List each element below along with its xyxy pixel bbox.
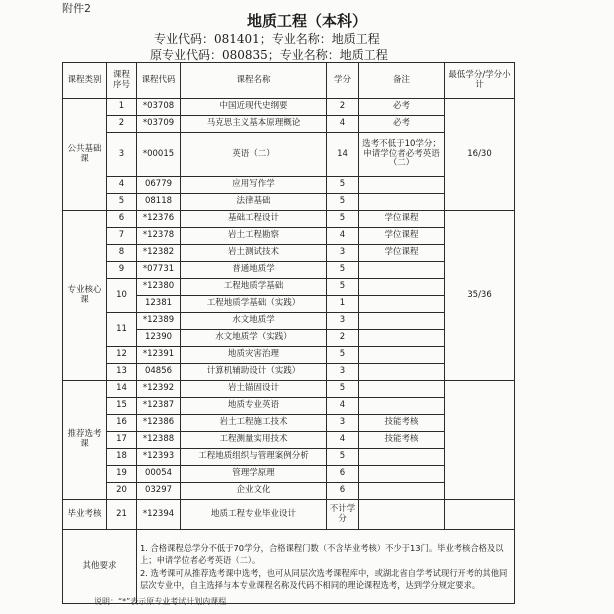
course-code: 08118 (137, 194, 181, 211)
course-name: 地质工程专业毕业设计 (181, 500, 327, 530)
course-credit: 2 (327, 99, 359, 116)
course-credit: 6 (327, 483, 359, 500)
course-seq: 5 (107, 194, 137, 211)
course-name: 地质专业英语 (181, 398, 327, 415)
course-remark (359, 330, 445, 347)
course-credit: 2 (327, 330, 359, 347)
course-credit: 3 (327, 245, 359, 262)
table-row (63, 211, 515, 228)
course-code: *12394 (137, 500, 181, 530)
course-code: *12393 (137, 449, 181, 466)
course-remark (359, 398, 445, 415)
course-name: 工程地质组织与管理案例分析 (181, 449, 327, 466)
course-seq: 1 (107, 99, 137, 116)
course-credit: 4 (327, 398, 359, 415)
header-min-credit: 最低学分/学分小计 (445, 63, 515, 99)
course-code: *12387 (137, 398, 181, 415)
header-code: 课程代码 (137, 63, 181, 99)
page-title: 地质工程（本科） (246, 12, 367, 30)
course-remark (359, 364, 445, 381)
other-requirements-row (63, 530, 515, 604)
course-code: *12378 (137, 228, 181, 245)
attachment-label: 附件2 (62, 2, 91, 15)
course-name: 岩土工程施工技术 (181, 415, 327, 432)
course-name: 英语（二） (181, 133, 327, 177)
course-seq: 18 (107, 449, 137, 466)
course-name: 水文地质学（实践） (181, 330, 327, 347)
course-name: 企业文化 (181, 483, 327, 500)
course-code: *12392 (137, 381, 181, 398)
course-name: 岩土锚固设计 (181, 381, 327, 398)
course-seq: 19 (107, 466, 137, 483)
course-code: *12389 (137, 313, 181, 330)
course-credit: 5 (327, 211, 359, 228)
course-name: 工程地质学基础 (181, 279, 327, 296)
course-credit: 不计学分 (327, 500, 359, 530)
course-code: *12376 (137, 211, 181, 228)
course-code: *12382 (137, 245, 181, 262)
course-remark: 技能考核 (359, 432, 445, 449)
table-row (63, 99, 515, 116)
header-name: 课程名称 (181, 63, 327, 99)
other-requirements-label: 其他要求 (63, 530, 137, 604)
header-remark: 备注 (359, 63, 445, 99)
course-remark: 选考不低于10学分；申请学位者必考英语（二） (359, 133, 445, 177)
course-remark (359, 466, 445, 483)
course-code: 04856 (137, 364, 181, 381)
course-credit: 3 (327, 313, 359, 330)
course-credit: 5 (327, 279, 359, 296)
course-remark: 学位课程 (359, 245, 445, 262)
course-name: 应用写作学 (181, 177, 327, 194)
requirement-item: 2. 选考课可从推荐选考课中选考，也可从同层次选考课程库中，或湖北省自学考试现行开考的其他同层次专业中，自主选择与本专业课程名称及代码不相同的理论课程选考，达到学分规定要求。 (140, 567, 508, 590)
course-name: 法律基础 (181, 194, 327, 211)
course-seq: 6 (107, 211, 137, 228)
course-name: 基础工程设计 (181, 211, 327, 228)
course-table (62, 62, 515, 604)
footnote: 说明：“*”表示原专业考试计划内课程 (94, 597, 227, 606)
group-category: 公共基础课 (63, 99, 107, 211)
course-seq: 4 (107, 177, 137, 194)
course-remark (359, 296, 445, 313)
course-code: *03709 (137, 116, 181, 133)
course-seq: 3 (107, 133, 137, 177)
course-credit: 4 (327, 228, 359, 245)
course-name: 工程测量实用技术 (181, 432, 327, 449)
course-seq: 7 (107, 228, 137, 245)
group-subtotal (445, 500, 515, 530)
course-seq: 8 (107, 245, 137, 262)
group-subtotal: 16/30 (445, 99, 515, 211)
course-remark (359, 194, 445, 211)
course-credit: 5 (327, 262, 359, 279)
course-remark (359, 500, 445, 530)
course-code: 12390 (137, 330, 181, 347)
table-header-row (63, 63, 515, 99)
course-seq: 10 (107, 279, 137, 313)
requirement-item: 1. 合格课程总学分不低于70学分，合格课程门数（不含毕业考核）不少于13门。毕业考核合格及以上；申请学位者必考英语（二）。 (140, 543, 504, 566)
course-remark: 必考 (359, 99, 445, 116)
course-seq: 21 (107, 500, 137, 530)
course-remark (359, 313, 445, 330)
course-remark (359, 483, 445, 500)
course-seq: 9 (107, 262, 137, 279)
course-remark (359, 381, 445, 398)
course-credit: 5 (327, 177, 359, 194)
course-remark (359, 279, 445, 296)
course-code: 00054 (137, 466, 181, 483)
header-seq: 课程序号 (107, 63, 137, 99)
group-category: 毕业考核 (63, 500, 107, 530)
course-name: 水文地质学 (181, 313, 327, 330)
course-credit: 3 (327, 415, 359, 432)
course-name: 地质灾害治理 (181, 347, 327, 364)
course-credit: 14 (327, 133, 359, 177)
course-credit: 1 (327, 296, 359, 313)
table-row (63, 381, 515, 398)
course-name: 岩土工程勘察 (181, 228, 327, 245)
course-name: 马克思主义基本原理概论 (181, 116, 327, 133)
course-code: *00015 (137, 133, 181, 177)
course-seq: 12 (107, 347, 137, 364)
course-code: *12380 (137, 279, 181, 296)
header-credit: 学分 (327, 63, 359, 99)
course-credit: 3 (327, 364, 359, 381)
course-name: 管理学原理 (181, 466, 327, 483)
course-remark (359, 449, 445, 466)
group-category: 专业核心课 (63, 211, 107, 381)
header-category: 课程类别 (63, 63, 107, 99)
course-name: 中国近现代史纲要 (181, 99, 327, 116)
course-name: 工程地质学基础（实践） (181, 296, 327, 313)
course-remark: 学位课程 (359, 211, 445, 228)
table-row (63, 500, 515, 530)
course-code: *12391 (137, 347, 181, 364)
course-credit: 5 (327, 381, 359, 398)
course-seq: 2 (107, 116, 137, 133)
group-subtotal: 35/36 (445, 211, 515, 381)
course-code: *07731 (137, 262, 181, 279)
course-remark (359, 347, 445, 364)
course-seq: 20 (107, 483, 137, 500)
course-credit: 5 (327, 347, 359, 364)
other-requirements-text (137, 530, 515, 604)
course-seq: 11 (107, 313, 137, 347)
course-credit: 5 (327, 194, 359, 211)
course-name: 普通地质学 (181, 262, 327, 279)
course-remark (359, 177, 445, 194)
course-credit: 6 (327, 466, 359, 483)
course-credit: 4 (327, 116, 359, 133)
course-credit: 5 (327, 449, 359, 466)
course-remark (359, 262, 445, 279)
course-remark: 技能考核 (359, 415, 445, 432)
course-code: 03297 (137, 483, 181, 500)
course-name: 岩土测试技术 (181, 245, 327, 262)
original-major-code-line: 原专业代码：080835；专业名称：地质工程 (150, 48, 388, 62)
group-subtotal (445, 381, 515, 500)
course-code: *12388 (137, 432, 181, 449)
course-name: 计算机辅助设计（实践） (181, 364, 327, 381)
major-code-line: 专业代码：081401；专业名称：地质工程 (154, 32, 380, 46)
course-credit: 4 (327, 432, 359, 449)
course-code: *12386 (137, 415, 181, 432)
course-seq: 16 (107, 415, 137, 432)
course-code: 06779 (137, 177, 181, 194)
course-remark: 必考 (359, 116, 445, 133)
course-code: *03708 (137, 99, 181, 116)
course-seq: 14 (107, 381, 137, 398)
course-seq: 17 (107, 432, 137, 449)
course-seq: 13 (107, 364, 137, 381)
course-code: 12381 (137, 296, 181, 313)
course-seq: 15 (107, 398, 137, 415)
course-remark: 学位课程 (359, 228, 445, 245)
group-category: 推荐选考课 (63, 381, 107, 500)
